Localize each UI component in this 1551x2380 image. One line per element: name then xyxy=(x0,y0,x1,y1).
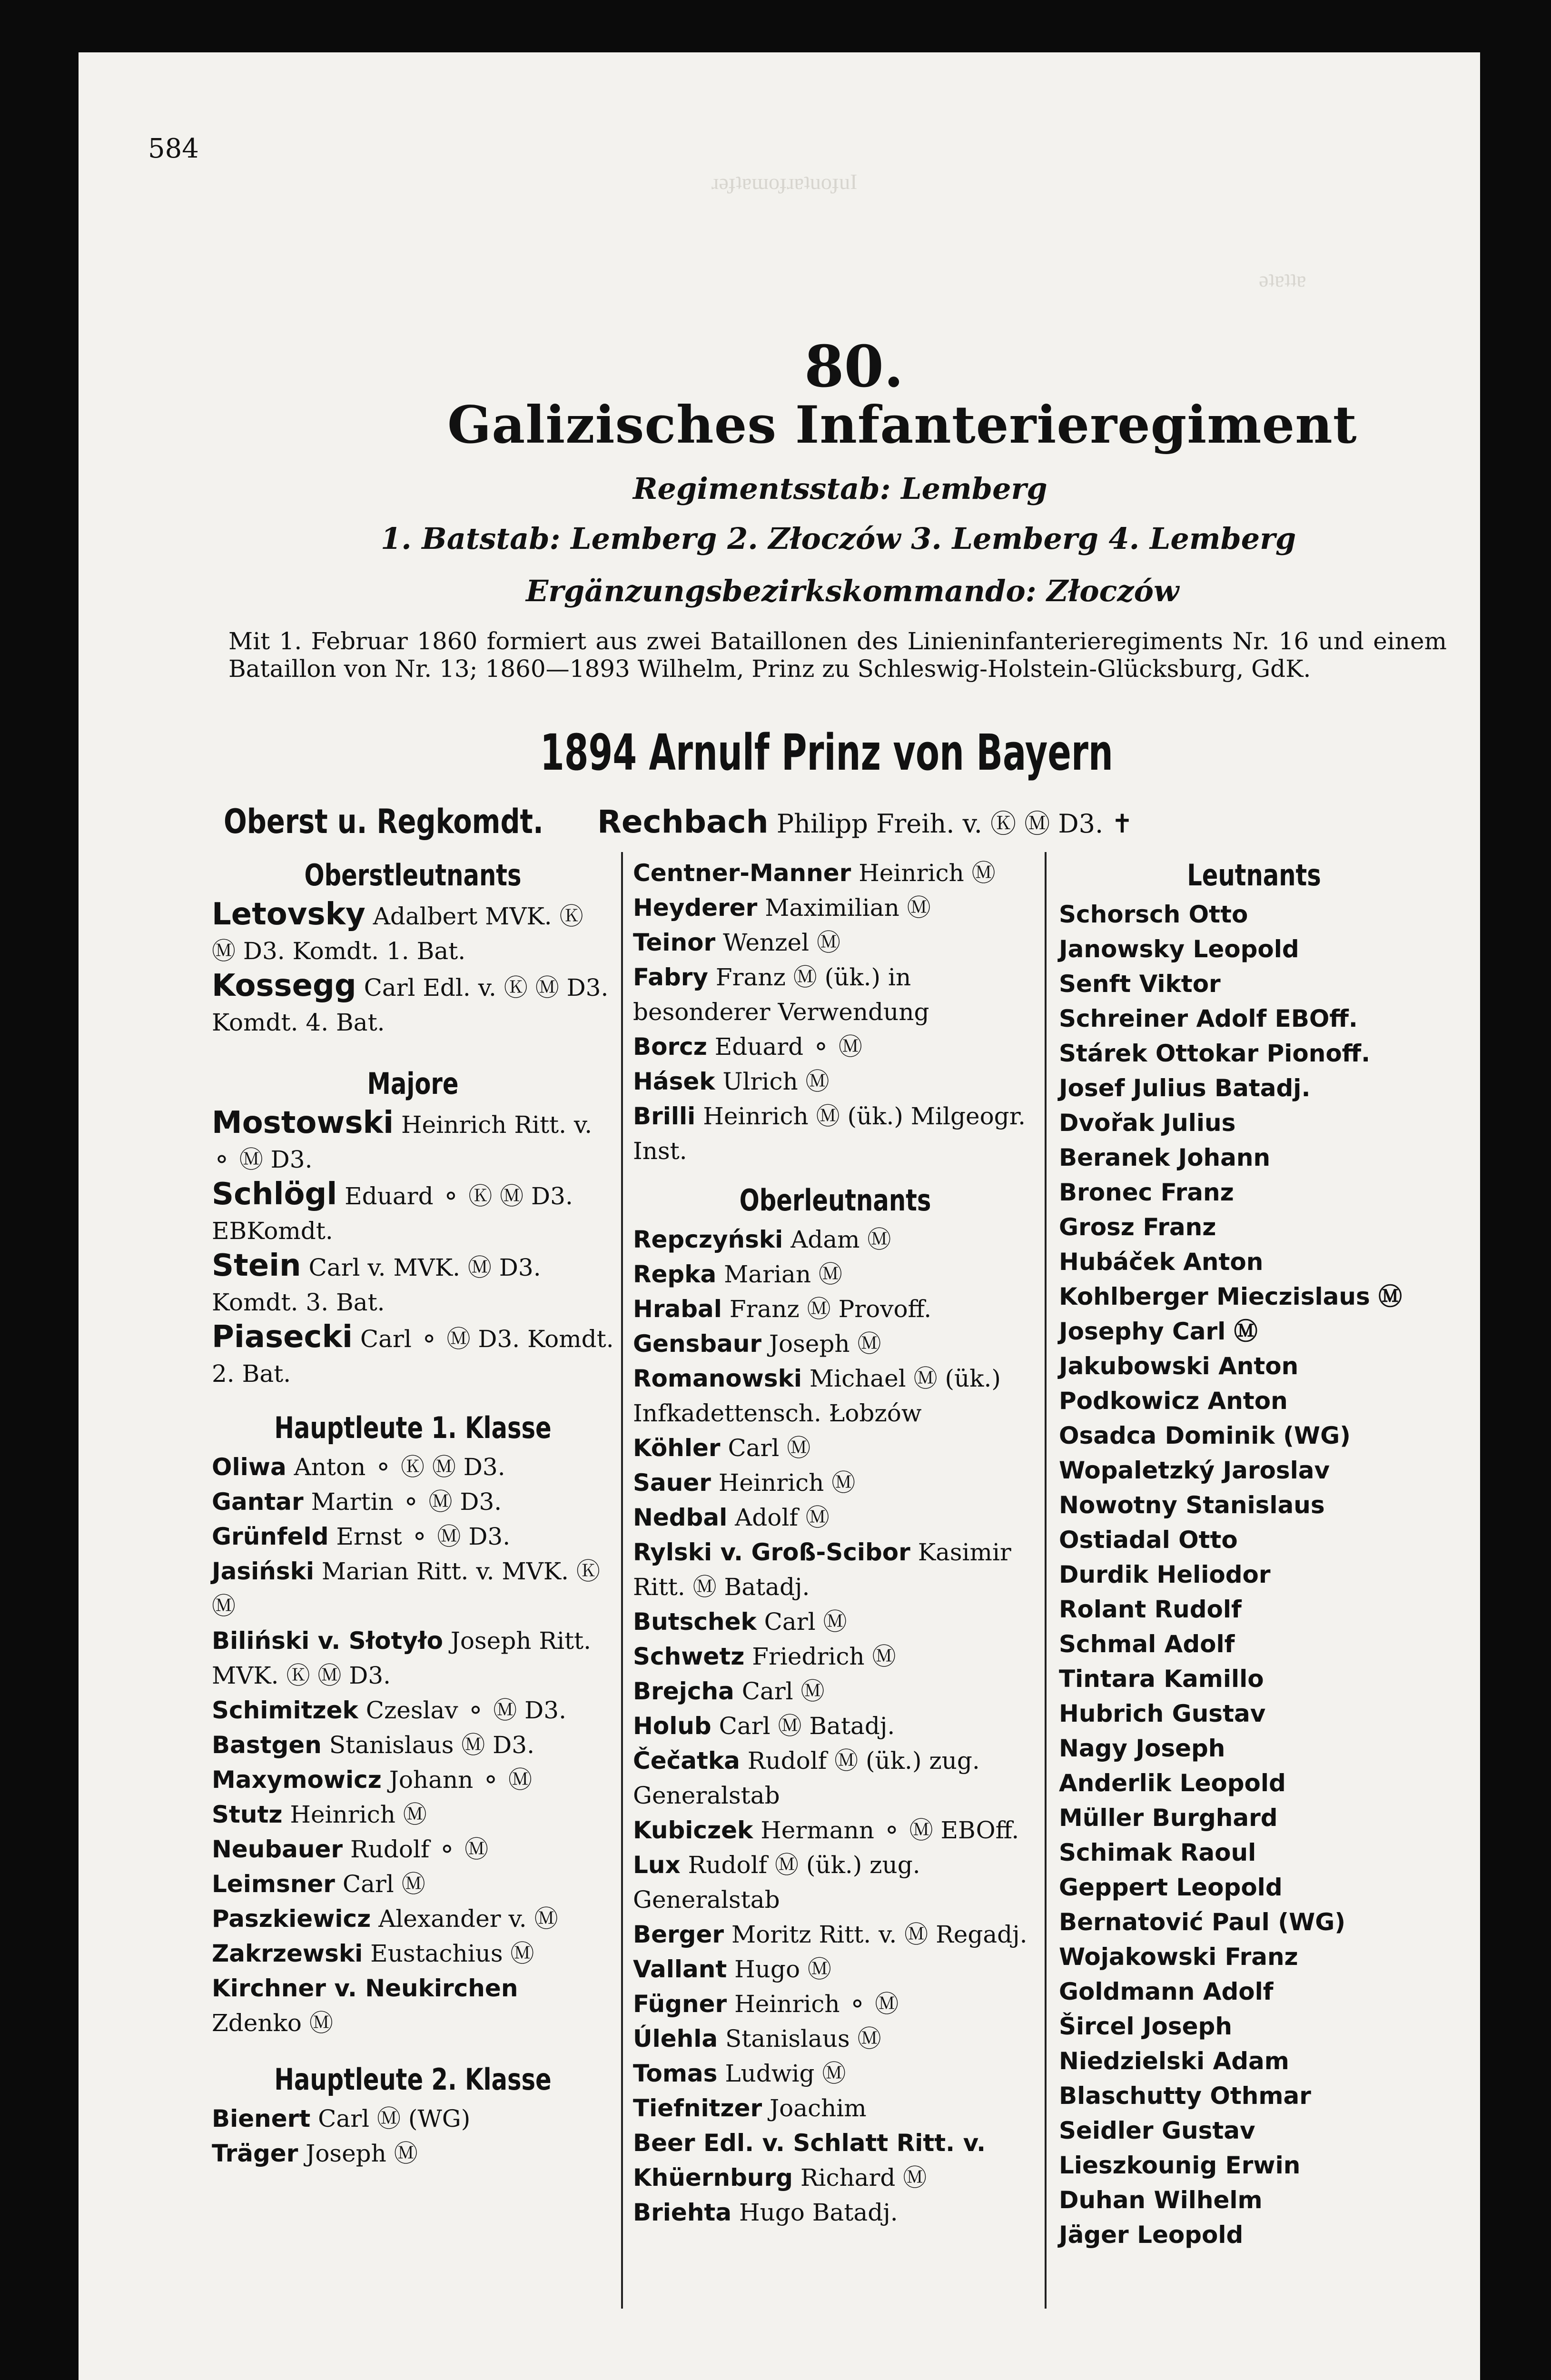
entry-details: Heinrich Ⓜ (ük.) Milgeogr. Inst. xyxy=(633,1102,1026,1165)
page-number: 584 xyxy=(148,133,199,164)
column-1 xyxy=(212,852,614,2171)
surname: Centner-Manner xyxy=(633,859,851,887)
entry-details: Joachim xyxy=(770,2094,867,2122)
entry-details: Johann ⚬ Ⓜ xyxy=(389,1766,533,1794)
batstab-line: 1. Batstab: Lemberg 2. Złoczów 3. Lemberg 4. Lemberg xyxy=(381,521,1296,556)
entry-details: Eduard ⚬ Ⓚ Ⓜ D3. EBKomdt. xyxy=(212,1182,573,1245)
entry-details: Friedrich Ⓜ xyxy=(752,1643,896,1670)
surname: Hásek xyxy=(633,1068,715,1095)
entry-details: Carl Ⓜ xyxy=(342,1870,425,1898)
entry-details: Kasimir Ritt. Ⓜ Batadj. xyxy=(633,1538,1011,1601)
roster-entry xyxy=(633,2056,1037,2091)
roster-entry: Tintara Kamillo xyxy=(1059,1665,1264,1693)
entry-details: Heinrich Ⓜ xyxy=(718,1469,856,1497)
surname: Repka xyxy=(633,1260,717,1288)
roster-entry: Niedzielski Adam xyxy=(1059,2047,1289,2075)
entry-details: Ernst ⚬ Ⓜ D3. xyxy=(336,1523,511,1550)
roster-entry xyxy=(633,1952,1037,1987)
roster-entry: Rolant Rudolf xyxy=(1059,1596,1242,1623)
entry-details: Eustachius Ⓜ xyxy=(370,1940,534,1967)
surname: Úlehla xyxy=(633,2025,718,2053)
surname: Gantar xyxy=(212,1488,304,1516)
roster-entry: Kohlberger Mieczislaus Ⓜ xyxy=(1059,1283,1403,1310)
entry-details: Richard Ⓜ xyxy=(800,2164,927,2192)
roster-entry xyxy=(212,1936,614,1971)
entry-details: Alexander v. Ⓜ xyxy=(378,1905,558,1933)
surname: Tiefnitzer xyxy=(633,2094,762,2122)
roster-entry: Stárek Ottokar Pionoff. xyxy=(1059,1040,1371,1067)
surname: Holub xyxy=(633,1712,711,1740)
entry-details: Heinrich ⚬ Ⓜ xyxy=(734,1990,899,2018)
roster-entry: Podkowicz Anton xyxy=(1059,1387,1288,1415)
oberst-label: Oberst u. Regkomdt. xyxy=(224,802,543,841)
roster-entry: Schorsch Otto xyxy=(1059,901,1248,928)
entry-details: Adalbert MVK. Ⓚ Ⓜ D3. Komdt. 1. Bat. xyxy=(212,902,583,965)
roster-entry: Josef Julius Batadj. xyxy=(1059,1074,1311,1102)
entry-details: Carl ⚬ Ⓜ D3. Komdt. 2. Bat. xyxy=(212,1325,614,1388)
roster-entry xyxy=(633,1361,1037,1431)
roster-entry: Josephy Carl Ⓜ xyxy=(1059,1318,1258,1345)
roster-entry: Jäger Leopold xyxy=(1059,2221,1244,2249)
roster-entry xyxy=(212,1832,614,1867)
heading-leutnants: Leutnants xyxy=(1187,858,1321,892)
intro-paragraph: Mit 1. Februar 1860 formiert aus zwei Bataillonen des Linieninfanterieregiments Nr. 16 und einem Bataillon von Nr. 13; 1860—1893 Wilhelm, Prinz zu Schleswig-Holstein-Glücksburg, GdK. xyxy=(228,627,1447,683)
roster-entry: Ostiadal Otto xyxy=(1059,1526,1238,1554)
surname: Romanowski xyxy=(633,1365,802,1392)
entry-details: Carl Ⓜ xyxy=(728,1434,811,1462)
roster-entry xyxy=(633,1709,1037,1744)
entry-details: Carl Ⓜ Batadj. xyxy=(719,1712,895,1740)
roster-entry xyxy=(212,969,614,1040)
entry-details: Rudolf Ⓜ (ük.) zug. Generalstab xyxy=(633,1747,980,1809)
entry-details: Eduard ⚬ Ⓜ xyxy=(714,1033,862,1061)
heading-majore: Majore xyxy=(367,1066,459,1101)
roster-entry xyxy=(633,1813,1037,1848)
surname: Heyderer xyxy=(633,894,758,922)
roster-entry: Wojakowski Franz xyxy=(1059,1943,1298,1971)
inhaber-heading: 1894 Arnulf Prinz von Bayern xyxy=(540,724,1113,782)
roster-entry: Nowotny Stanislaus xyxy=(1059,1491,1325,1519)
roster-entry xyxy=(212,1177,614,1249)
entry-details: Marian Ⓜ xyxy=(724,1260,842,1288)
entry-details: Carl v. MVK. Ⓜ D3. Komdt. 3. Bat. xyxy=(212,1254,541,1316)
surname: Beer Edl. v. Schlatt Ritt. v. Khüernburg xyxy=(633,2129,986,2192)
roster-entry xyxy=(212,1902,614,1936)
surname: Mostowski xyxy=(212,1105,394,1140)
roster-entry xyxy=(212,2102,614,2136)
regiment-name: Galizisches Infanterieregiment xyxy=(447,395,1357,455)
entry-details: Franz Ⓜ Provoff. xyxy=(729,1295,932,1323)
roster-entry: Dvořak Julius xyxy=(1059,1109,1236,1137)
roster-entry xyxy=(212,1867,614,1902)
entry-details: Michael Ⓜ (ük.) Infkadettensch. Łobzów xyxy=(633,1365,1001,1427)
surname: Teinor xyxy=(633,929,716,956)
roster-entry xyxy=(633,1099,1037,1169)
roster-entry xyxy=(212,2136,614,2171)
entry-details: Zdenko Ⓜ xyxy=(212,2009,333,2037)
roster-entry xyxy=(633,2022,1037,2056)
roster-entry xyxy=(212,1624,614,1693)
surname: Leimsner xyxy=(212,1870,335,1898)
surname: Kubiczek xyxy=(633,1816,753,1844)
roster-entry xyxy=(212,1485,614,1519)
entry-details: Adam Ⓜ xyxy=(790,1226,891,1253)
roster-entry xyxy=(212,1797,614,1832)
entry-details: Adolf Ⓜ xyxy=(735,1504,830,1531)
surname: Kossegg xyxy=(212,968,356,1003)
entry-details: Carl Edl. v. Ⓚ Ⓜ D3. Komdt. 4. Bat. xyxy=(212,974,609,1036)
roster-entry xyxy=(633,1848,1037,1917)
surname: Brejcha xyxy=(633,1677,734,1705)
surname: Neubauer xyxy=(212,1835,343,1863)
roster-entry xyxy=(212,1728,614,1763)
surname: Fügner xyxy=(633,1990,727,2018)
surname: Piasecki xyxy=(212,1319,353,1355)
roster-entry: Hubáček Anton xyxy=(1059,1248,1264,1276)
surname: Paszkiewicz xyxy=(212,1905,371,1933)
bleed-through-text: ɹǝɟʇɐɯoɟɹɐʇuoɟuI xyxy=(711,169,858,194)
roster-entry xyxy=(212,1763,614,1797)
surname: Čečatka xyxy=(633,1747,740,1775)
surname: Fabry xyxy=(633,963,709,991)
bleed-through-text: ǝʇɐʇʇɐ xyxy=(1259,267,1306,291)
surname: Grünfeld xyxy=(212,1523,329,1550)
entry-details: Heinrich Ⓜ xyxy=(290,1801,427,1828)
column-divider xyxy=(1045,852,1047,2309)
roster-entry xyxy=(633,2126,1037,2195)
roster-entry: Anderlik Leopold xyxy=(1059,1769,1286,1797)
surname: Butschek xyxy=(633,1608,757,1636)
surname: Schwetz xyxy=(633,1643,745,1670)
entry-details: Moritz Ritt. v. Ⓜ Regadj. xyxy=(731,1921,1027,1948)
entry-details: Wenzel Ⓜ xyxy=(723,929,840,956)
column-divider xyxy=(621,852,623,2309)
entry-details: Hugo Batadj. xyxy=(739,2199,898,2226)
roster-entry xyxy=(633,1030,1037,1064)
roster-entry xyxy=(633,1500,1037,1535)
roster-entry xyxy=(633,1431,1037,1466)
entry-details: Stanislaus Ⓜ xyxy=(725,2025,881,2053)
surname: Briehta xyxy=(633,2199,732,2226)
entry-details: Franz Ⓜ (ük.) in besonderer Verwendung xyxy=(633,963,929,1026)
entry-details: Carl Ⓜ xyxy=(741,1677,825,1705)
entry-details: Marian Ritt. v. MVK. Ⓚ Ⓜ xyxy=(212,1557,600,1620)
roster-entry xyxy=(212,1971,614,2041)
entry-details: Anton ⚬ Ⓚ Ⓜ D3. xyxy=(294,1453,505,1481)
roster-entry: Nagy Joseph xyxy=(1059,1735,1225,1762)
entry-details: Ulrich Ⓜ xyxy=(722,1068,830,1095)
roster-entry xyxy=(212,1554,614,1624)
roster-entry: Duhan Wilhelm xyxy=(1059,2186,1263,2214)
roster-entry xyxy=(212,1450,614,1485)
entry-details: Czeslav ⚬ Ⓜ D3. xyxy=(366,1696,566,1724)
roster-entry xyxy=(212,1320,614,1391)
entry-details: Heinrich Ⓜ xyxy=(859,859,996,887)
surname: Bienert xyxy=(212,2105,311,2132)
roster-entry xyxy=(633,925,1037,960)
roster-entry: Seidler Gustav xyxy=(1059,2117,1255,2144)
roster-entry: Blaschutty Othmar xyxy=(1059,2082,1311,2110)
roster-entry: Bernatović Paul (WG) xyxy=(1059,1908,1346,1936)
roster-entry xyxy=(633,1327,1037,1361)
entry-details: Joseph Ⓜ xyxy=(769,1330,881,1358)
surname: Rylski v. Groß-Scibor xyxy=(633,1538,910,1566)
heading-hauptleute-2: Hauptleute 2. Klasse xyxy=(274,2062,552,2097)
entry-details: Rudolf ⚬ Ⓜ xyxy=(350,1835,489,1863)
roster-entry xyxy=(212,1519,614,1554)
roster-entry: Schimak Raoul xyxy=(1059,1839,1256,1866)
surname: Letovsky xyxy=(212,897,366,932)
entry-details: Joseph Ⓜ xyxy=(306,2140,418,2167)
surname: Schlögl xyxy=(212,1177,337,1212)
roster-entry xyxy=(633,1674,1037,1709)
roster-entry: Lieszkounig Erwin xyxy=(1059,2152,1301,2179)
roster-entry: Wopaletzký Jaroslav xyxy=(1059,1457,1330,1484)
roster-entry: Durdik Heliodor xyxy=(1059,1561,1271,1588)
oberst-rest: Philipp Freih. v. Ⓚ Ⓜ D3. ✝ xyxy=(776,809,1133,839)
surname: Borcz xyxy=(633,1033,707,1061)
surname: Köhler xyxy=(633,1434,721,1462)
entry-details: Ludwig Ⓜ xyxy=(725,2060,846,2087)
surname: Stutz xyxy=(212,1801,283,1828)
roster-entry: Šircel Joseph xyxy=(1059,2013,1232,2040)
surname: Zakrzewski xyxy=(212,1940,363,1967)
surname: Jasiński xyxy=(212,1557,314,1585)
roster-entry xyxy=(212,1106,614,1177)
roster-entry: Müller Burghard xyxy=(1059,1804,1278,1832)
regiment-number: 80. xyxy=(804,333,904,400)
oberst-entry xyxy=(597,803,1133,840)
surname: Nedbal xyxy=(633,1504,728,1531)
roster-entry xyxy=(633,2195,1037,2230)
entry-details: Hugo Ⓜ xyxy=(734,1955,831,1983)
heading-oberleutnants: Oberleutnants xyxy=(739,1183,931,1218)
roster-entry: Jakubowski Anton xyxy=(1059,1352,1299,1380)
entry-details: Joseph Ritt. MVK. Ⓚ Ⓜ D3. xyxy=(212,1627,592,1689)
surname: Hrabal xyxy=(633,1295,722,1323)
entry-details: Carl Ⓜ xyxy=(764,1608,847,1636)
roster-entry: Janowsky Leopold xyxy=(1059,935,1299,963)
surname: Oliwa xyxy=(212,1453,286,1481)
surname: Bastgen xyxy=(212,1731,322,1759)
roster-entry xyxy=(212,897,614,969)
roster-entry xyxy=(633,2091,1037,2126)
roster-entry xyxy=(633,856,1037,891)
heading-hauptleute-1: Hauptleute 1. Klasse xyxy=(274,1410,552,1445)
entry-details: Martin ⚬ Ⓜ D3. xyxy=(311,1488,502,1516)
roster-entry: Geppert Leopold xyxy=(1059,1874,1283,1901)
entry-details: Rudolf Ⓜ (ük.) zug. Generalstab xyxy=(633,1851,920,1914)
column-3 xyxy=(1059,852,1449,2252)
surname: Träger xyxy=(212,2140,298,2167)
entry-details: Stanislaus Ⓜ D3. xyxy=(329,1731,534,1759)
roster-entry: Grosz Franz xyxy=(1059,1213,1216,1241)
roster-entry xyxy=(633,891,1037,925)
roster-entry: Osadca Dominik (WG) xyxy=(1059,1422,1351,1449)
oberst-surname: Rechbach xyxy=(597,803,769,840)
regimentsstab-line: Regimentsstab: Lemberg xyxy=(633,471,1047,506)
roster-entry xyxy=(633,1535,1037,1605)
entry-details: Hermann ⚬ Ⓜ EBOff. xyxy=(761,1816,1019,1844)
surname: Stein xyxy=(212,1248,301,1283)
surname: Kirchner v. Neukirchen xyxy=(212,1974,518,2002)
surname: Repczyński xyxy=(633,1226,783,1253)
roster-entry: Hubrich Gustav xyxy=(1059,1700,1266,1727)
roster-entry: Beranek Johann xyxy=(1059,1144,1271,1171)
entry-details: Heinrich Ritt. v. ⚬ Ⓜ D3. xyxy=(212,1111,593,1173)
roster-entry xyxy=(633,1222,1037,1257)
entry-details: Carl Ⓜ (WG) xyxy=(318,2105,471,2132)
roster-entry xyxy=(212,1249,614,1320)
surname: Tomas xyxy=(633,2060,718,2087)
surname: Lux xyxy=(633,1851,681,1879)
roster-entry xyxy=(212,1693,614,1728)
roster-entry: Schmal Adolf xyxy=(1059,1630,1235,1658)
surname: Maxymowicz xyxy=(212,1766,382,1794)
surname: Gensbaur xyxy=(633,1330,762,1358)
roster-entry xyxy=(633,1917,1037,1952)
roster-entry xyxy=(633,1987,1037,2022)
roster-entry xyxy=(633,1744,1037,1813)
surname: Sauer xyxy=(633,1469,711,1497)
roster-entry xyxy=(633,1292,1037,1327)
roster-entry: Goldmann Adolf xyxy=(1059,1978,1274,2005)
roster-entry: Bronec Franz xyxy=(1059,1179,1234,1206)
roster-entry xyxy=(633,1605,1037,1639)
roster-entry xyxy=(633,1639,1037,1674)
roster-entry xyxy=(633,1466,1037,1500)
entry-details: Maximilian Ⓜ xyxy=(765,894,931,922)
roster-entry xyxy=(633,1257,1037,1292)
roster-entry xyxy=(633,960,1037,1030)
surname: Brilli xyxy=(633,1102,696,1130)
roster-entry: Senft Viktor xyxy=(1059,970,1221,998)
surname: Biliński v. Słotyło xyxy=(212,1627,443,1655)
heading-oberstleutnants: Oberstleutnants xyxy=(304,858,522,892)
erganzung-line: Ergänzungsbezirkskommando: Złoczów xyxy=(526,574,1179,608)
roster-entry xyxy=(633,1064,1037,1099)
roster-entry: Schreiner Adolf EBOff. xyxy=(1059,1005,1358,1032)
surname: Schimitzek xyxy=(212,1696,358,1724)
surname: Vallant xyxy=(633,1955,727,1983)
surname: Berger xyxy=(633,1921,724,1948)
column-2 xyxy=(633,852,1037,2230)
